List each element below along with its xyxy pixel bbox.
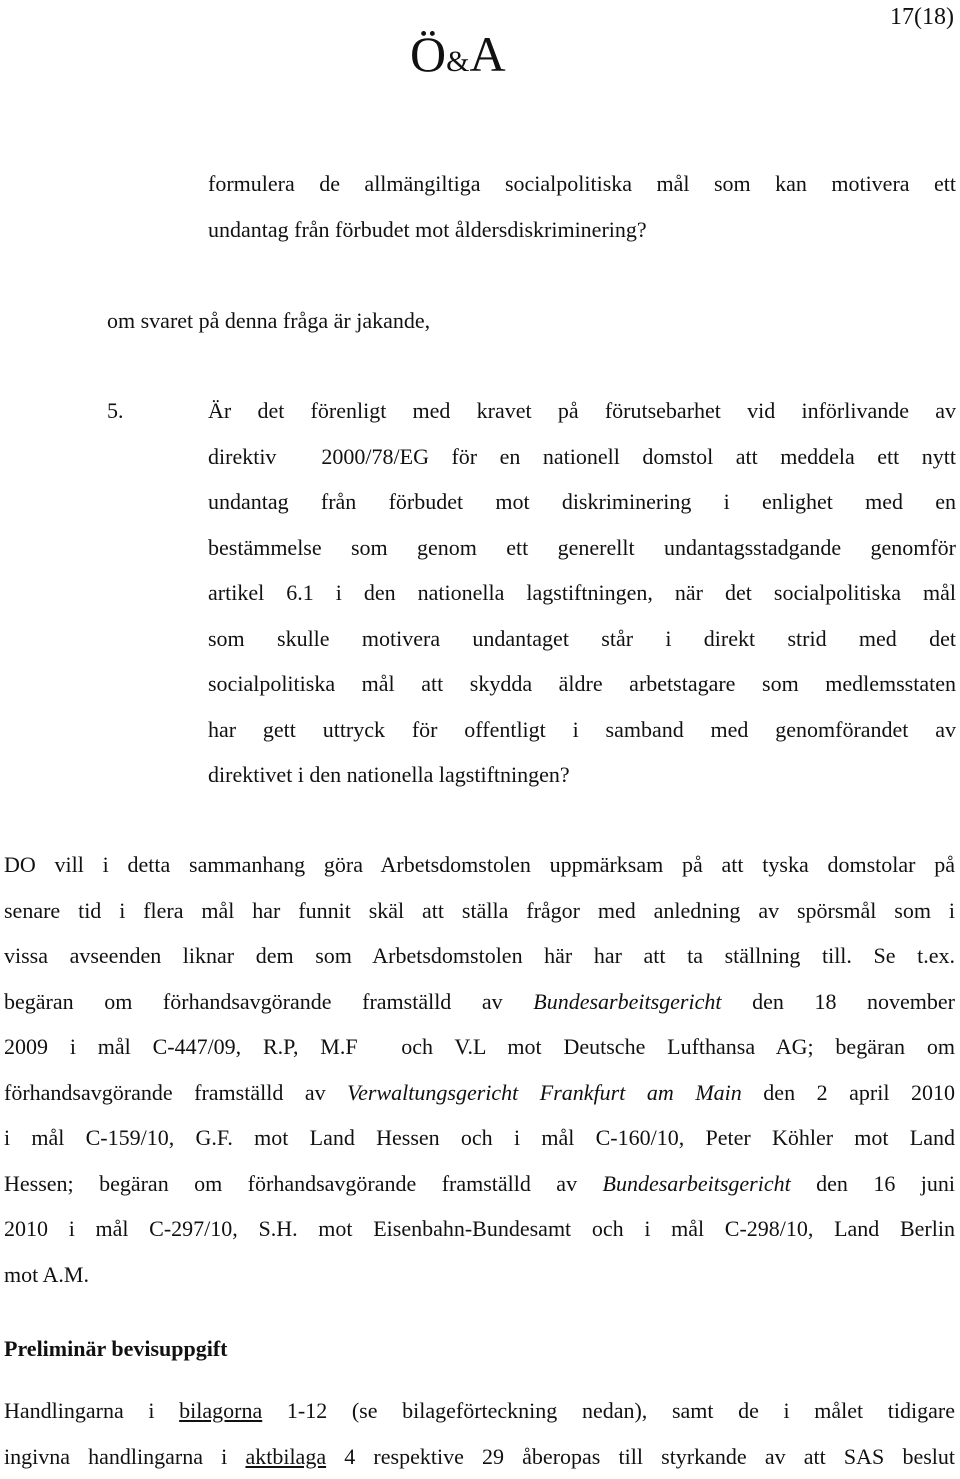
paragraph-line: 2009 i mål C-447/09, R.P, M.F och V.L mot Deutsche Lufthansa AG; begäran om — [4, 1024, 955, 1070]
section-heading: Preliminär bevisuppgift — [4, 1334, 227, 1364]
question-number: 5. — [107, 388, 124, 434]
question-intro — [208, 161, 956, 252]
evidence-text: Handlingarna i — [4, 1398, 179, 1423]
paragraph-line — [4, 1161, 955, 1207]
paragraph-line — [4, 1070, 955, 1116]
question-intro-line: formulera de allmängiltiga socialpolitiska mål som kan motivera ett — [208, 161, 956, 207]
bilagorna-reference: bilagorna — [179, 1398, 262, 1423]
court-name: Verwaltungsgericht Frankfurt am Main — [347, 1080, 742, 1105]
paragraph-text: den 2 april 2010 — [742, 1080, 955, 1105]
evidence-line — [4, 1434, 955, 1479]
paragraph-text: Hessen; begäran om förhandsavgörande framställd av — [4, 1171, 603, 1196]
question-5-line: direktiv 2000/78/EG för en nationell domstol att meddela ett nytt — [208, 434, 956, 480]
court-name: Bundesarbeitsgericht — [603, 1171, 791, 1196]
evidence-paragraph — [4, 1388, 955, 1479]
logo-part1: Ö — [410, 26, 446, 82]
question-5-line: undantag från förbudet mot diskriminering i enlighet med en — [208, 479, 956, 525]
paragraph-line: DO vill i detta sammanhang göra Arbetsdomstolen uppmärksam på att tyska domstolar på — [4, 842, 955, 888]
paragraph-line: i mål C-159/10, G.F. mot Land Hessen och i mål C-160/10, Peter Köhler mot Land — [4, 1115, 955, 1161]
conditional-text — [107, 298, 607, 344]
logo-ampersand: & — [446, 45, 469, 78]
logo-part2: A — [469, 26, 505, 82]
aktbilaga-reference: aktbilaga — [245, 1444, 326, 1469]
question-5-line: Är det förenligt med kravet på förutsebarhet vid införlivande av — [208, 388, 956, 434]
body-paragraph — [4, 842, 955, 1297]
paragraph-line — [4, 979, 955, 1025]
question-5-line: har gett uttryck för offentligt i samband med genomförandet av — [208, 707, 956, 753]
paragraph-line: 2010 i mål C-297/10, S.H. mot Eisenbahn-Bundesamt och i mål C-298/10, Land Berlin — [4, 1206, 955, 1252]
evidence-text: ingivna handlingarna i — [4, 1444, 245, 1469]
paragraph-text: den 18 november — [721, 989, 955, 1014]
page-number: 17(18) — [890, 2, 954, 32]
evidence-text: 1-12 (se bilageförteckning nedan), samt de i målet tidigare — [262, 1398, 955, 1423]
evidence-text: 4 respektive 29 åberopas till styrkande av att SAS beslut — [326, 1444, 955, 1469]
question-5-line: socialpolitiska mål att skydda äldre arbetstagare som medlemsstaten — [208, 661, 956, 707]
paragraph-line: vissa avseenden liknar dem som Arbetsdomstolen här har att ta ställning till. Se t.ex. — [4, 933, 955, 979]
paragraph-line: senare tid i flera mål har funnit skäl att ställa frågor med anledning av spörsmål som i — [4, 888, 955, 934]
paragraph-text: förhandsavgörande framställd av — [4, 1080, 347, 1105]
paragraph-text: begäran om förhandsavgörande framställd av — [4, 989, 533, 1014]
question-5 — [208, 388, 956, 798]
question-5-line: artikel 6.1 i den nationella lagstiftningen, när det socialpolitiska mål — [208, 570, 956, 616]
question-5-line: bestämmelse som genom ett generellt undantagsstadgande genomför — [208, 525, 956, 571]
logo — [410, 26, 506, 90]
question-intro-line: undantag från förbudet mot åldersdiskriminering? — [208, 207, 956, 253]
paragraph-text: den 16 juni — [791, 1171, 955, 1196]
question-5-line: direktivet i den nationella lagstiftningen? — [208, 752, 956, 798]
paragraph-line: mot A.M. — [4, 1252, 955, 1298]
court-name: Bundesarbeitsgericht — [533, 989, 721, 1014]
question-5-line: som skulle motivera undantaget står i direkt strid med det — [208, 616, 956, 662]
conditional-line: om svaret på denna fråga är jakande, — [107, 298, 607, 344]
evidence-line — [4, 1388, 955, 1434]
